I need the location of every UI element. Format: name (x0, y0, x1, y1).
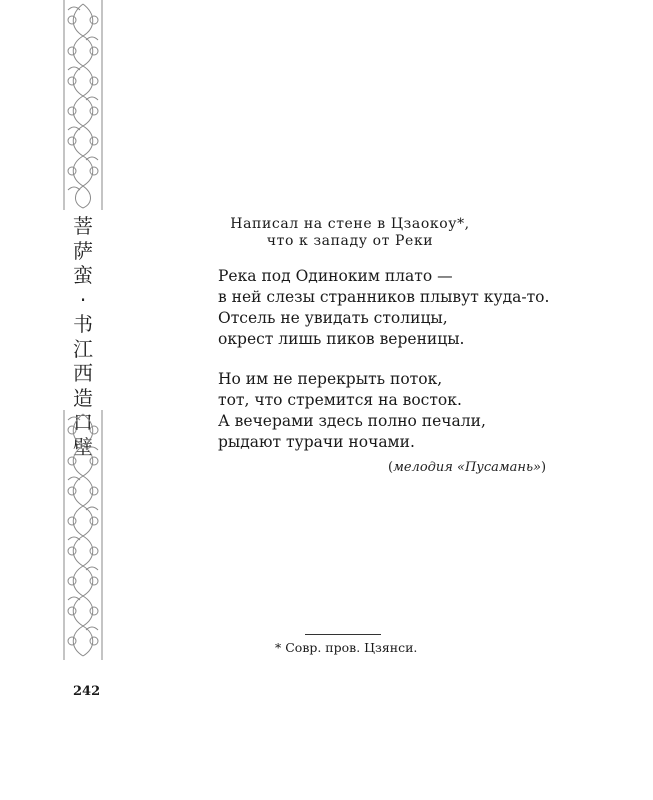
footnote-rule (305, 634, 381, 635)
stanza-2 (218, 369, 549, 453)
poem-line: Но им не перекрыть поток, (218, 370, 443, 388)
melody-close-paren: ) (541, 460, 547, 475)
poem-body (218, 266, 549, 472)
melody-text: мелодия «Пусамань» (393, 460, 541, 475)
melody-note (388, 460, 546, 475)
ornamental-border-top (60, 0, 106, 210)
poem-line: тот, что стремится на восток. (218, 391, 462, 409)
title-char: 江 (73, 336, 93, 361)
poem-line: окрест лишь пиков вереницы. (218, 330, 465, 348)
title-char: · (79, 287, 87, 312)
title-char: 菩 (73, 214, 93, 238)
title-char: 造 (73, 385, 93, 410)
melody-open-paren: ( (388, 460, 394, 475)
stanza-1 (218, 266, 549, 350)
title-char: 口 (73, 410, 93, 434)
footnote-text: * Совр. пров. Цзянси. (275, 640, 418, 655)
title-char: 壁 (73, 434, 93, 459)
page-number: 242 (73, 684, 101, 699)
poem-line: Отсель не увидать столицы, (218, 309, 448, 327)
title-char: 萨 (73, 238, 93, 263)
heading-line-2: что к западу от Реки (266, 233, 434, 249)
poem-line: А вечерами здесь полно печали, (218, 412, 486, 430)
poem-line: Река под Одиноким плато — (218, 267, 453, 285)
title-char: 书 (73, 312, 93, 336)
poem-line: в ней слезы странников плывут куда-то. (218, 288, 550, 306)
title-char: 西 (73, 361, 93, 385)
heading-line-1: Написал на стене в Цзаокоу*, (230, 216, 470, 232)
poem-line: рыдают турачи ночами. (218, 433, 415, 451)
poem-heading (200, 216, 500, 250)
ornamental-border-bottom (60, 410, 106, 660)
title-char: 蛮 (73, 263, 93, 287)
